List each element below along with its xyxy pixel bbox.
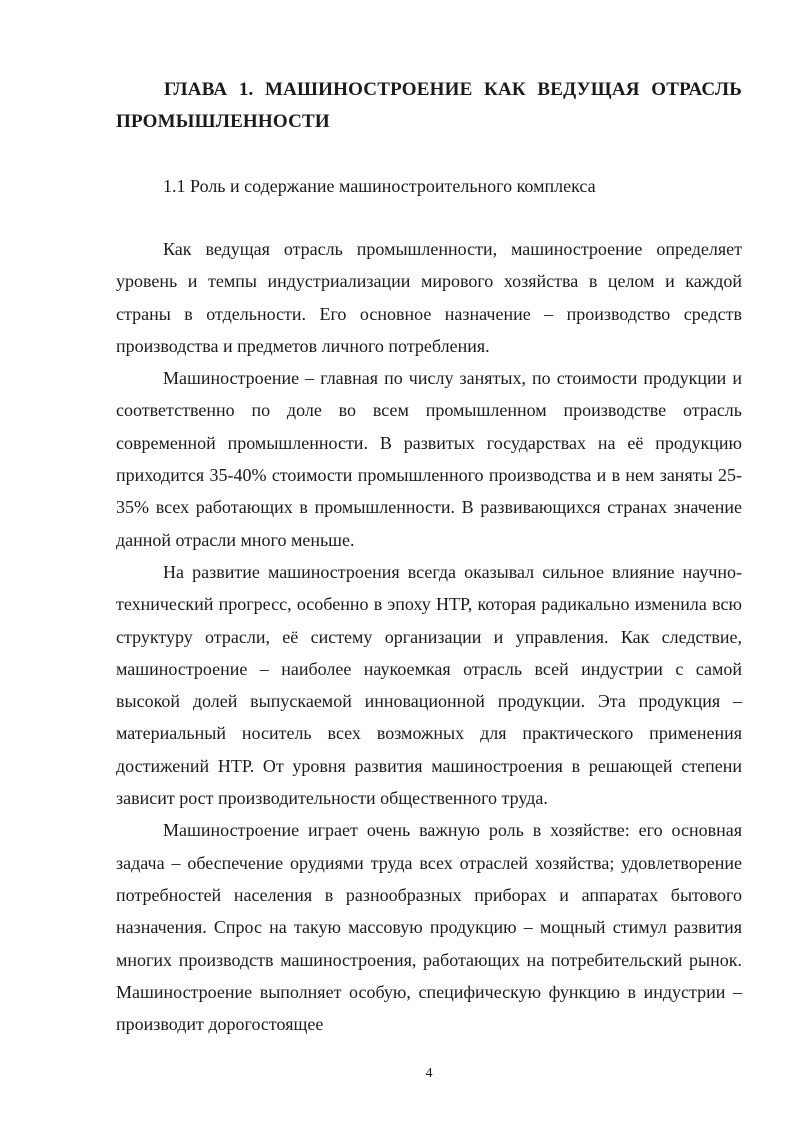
section-title: 1.1 Роль и содержание машиностроительного комплекса xyxy=(163,176,596,196)
paragraph: На развитие машиностроения всегда оказывал сильное влияние научно-технический прогресс, особенно в эпоху НТР, которая радикально изменила всю структуру отрасли, её систему организации и управления. Как следствие, машиностроение – наиболее наукоемкая отрасль всей индустрии с самой высокой долей выпускаемой инновационной продукции. Эта продукция – материальный носитель всех возможных для практического применения достижений НТР. От уровня развития машиностроения в решающей степени зависит рост производительности общественного труда. xyxy=(116,561,742,809)
chapter-title: ГЛАВА 1. МАШИНОСТРОЕНИЕ КАК ВЕДУЩАЯ ОТРАСЛЬ ПРОМЫШЛЕННОСТИ xyxy=(116,79,742,132)
paragraph: Машиностроение – главная по числу занятых, по стоимости продукции и соответственно по доле во всем промышленном производстве отрасль современной промышленности. В развитых государствах на её продукцию приходится 35-40% стоимости промышленного производства и в нем заняты 25-35% всех работающих в промышленности. В развивающихся странах значение данной отрасли много меньше. xyxy=(116,368,742,550)
paragraph: Как ведущая отрасль промышленности, машиностроение определяет уровень и темпы индустриализации мирового хозяйства в целом и каждой страны в отдельности. Его основное назначение – производство средств производства и предметов личного потребления. xyxy=(116,239,742,356)
page-number: 4 xyxy=(425,1066,433,1081)
body-text xyxy=(116,233,742,1040)
document-page xyxy=(116,0,742,1131)
paragraph: Машиностроение играет очень важную роль в хозяйстве: его основная задача – обеспечение орудиями труда всех отраслей хозяйства; удовлетворение потребностей населения в разнообразных приборах и аппаратах бытового назначения. Спрос на такую массовую продукцию – мощный стимул развития многих производств машиностроения, работающих на потребительский рынок. Машиностроение выполняет особую, специфическую функцию в индустрии – производит дорогостоящее xyxy=(116,820,742,1035)
